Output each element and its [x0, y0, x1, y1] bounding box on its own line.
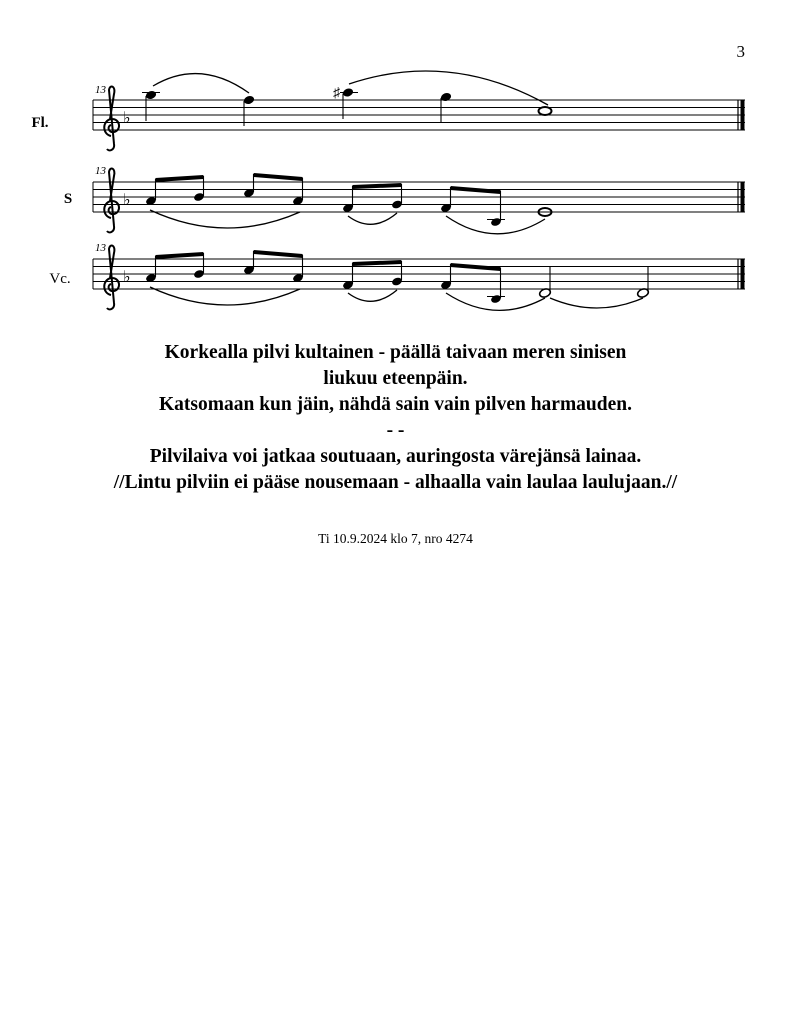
note	[145, 90, 157, 101]
beam	[451, 265, 501, 269]
beam	[254, 175, 303, 179]
staff-cello	[49, 242, 745, 310]
measure-number: 13	[95, 84, 106, 96]
staff-flute	[31, 71, 745, 150]
slur	[153, 74, 249, 93]
note	[243, 95, 255, 106]
flat-icon: ♭	[123, 269, 131, 286]
lyrics-line: Katsomaan kun jäin, nähdä sain vain pilven harmauden.	[158, 394, 633, 415]
staff-label-soprano: S	[63, 191, 73, 207]
whole-note	[539, 107, 552, 115]
staff-label-flute: Fl.	[31, 115, 49, 131]
measure-number: 13	[95, 165, 106, 177]
treble-clef-icon	[104, 246, 119, 310]
beam	[451, 188, 501, 192]
lyrics-line: - -	[386, 420, 405, 441]
lyrics-line: liukuu eteenpäin.	[323, 368, 468, 389]
lyrics-block	[0, 340, 791, 496]
note	[342, 87, 354, 98]
note	[440, 92, 452, 103]
measure-number: 13	[95, 242, 106, 254]
lyrics-line: Pilvilaiva voi jatkaa soutuaan, auringosta värejänsä lainaa.	[149, 446, 642, 467]
flat-icon: ♭	[123, 192, 131, 209]
lyrics-line: Korkealla pilvi kultainen - päällä taivaan meren sinisen	[164, 342, 627, 363]
beam	[353, 185, 402, 187]
lyrics-line: //Lintu pilviin ei pääse nousemaan - alhaalla vain laulaa laulujaan.//	[113, 472, 678, 493]
beam	[156, 177, 204, 180]
slur	[348, 290, 397, 301]
staff-label-cello: Vc.	[49, 271, 71, 287]
flat-icon: ♭	[123, 110, 131, 127]
treble-clef-icon	[104, 87, 119, 151]
slur	[348, 213, 397, 224]
music-score	[0, 0, 791, 320]
tie	[550, 298, 643, 308]
beam	[254, 252, 303, 256]
beam	[353, 262, 402, 264]
footer-date: Ti 10.9.2024 klo 7, nro 4274	[318, 531, 473, 546]
staff-soprano	[64, 165, 745, 234]
sharp-icon: ♯	[333, 86, 340, 101]
treble-clef-icon	[104, 169, 119, 233]
slur	[150, 287, 300, 305]
page-number: 3	[736, 42, 745, 61]
slur	[150, 210, 300, 228]
beam	[156, 254, 204, 257]
